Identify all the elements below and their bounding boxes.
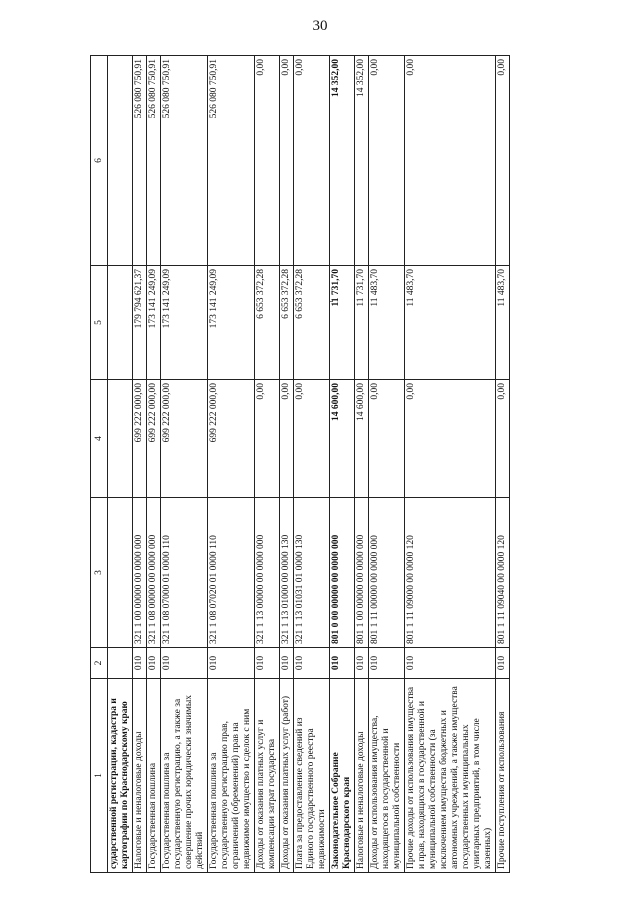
row-value-col6: 526 080 750,91 [133,56,147,266]
row-admin-code: 010 [355,648,369,679]
row-value-col5: 11 731,70 [355,266,369,380]
table-row [255,56,280,873]
row-admin-code: 010 [208,648,255,679]
row-value-col4: 0,00 [294,380,330,498]
page-number: 30 [312,18,328,34]
table-row [294,56,330,873]
row-budget-code: 801 1 11 00000 00 0000 000 [369,498,405,648]
row-value-col6: 0,00 [496,56,510,266]
table-row [355,56,369,873]
row-value-col4: 0,00 [369,380,405,498]
row-value-col5: 179 794 621,37 [133,266,147,380]
row-name: Доходы от использования имущества, находящегося в государственной и муниципальной собственности [369,679,405,873]
row-value-col5: 6 653 372,28 [280,266,294,380]
row-value-col4: 14 600,00 [355,380,369,498]
row-admin-code: 010 [369,648,405,679]
table-row [330,56,355,873]
table-row [496,56,510,873]
row-value-col4: 0,00 [255,380,280,498]
header-cell: 3 [91,498,108,648]
row-budget-code: 801 1 11 09000 00 0000 120 [405,498,496,648]
header-cell: 2 [91,648,108,679]
row-value-col4: 0,00 [405,380,496,498]
row-value-col5: 6 653 372,28 [294,266,330,380]
row-name: Налоговые и неналоговые доходы [133,679,147,873]
row-admin-code: 010 [496,648,510,679]
row-budget-code: 321 1 08 00000 00 0000 000 [147,498,161,648]
row-admin-code: 010 [133,648,147,679]
row-budget-code: 321 1 13 01031 01 0000 130 [294,498,330,648]
row-value-col6 [108,56,133,266]
table-row [405,56,496,873]
row-value-col6: 0,00 [405,56,496,266]
row-value-col5: 173 141 249,09 [161,266,208,380]
row-budget-code: 801 1 00 00000 00 0000 000 [355,498,369,648]
row-budget-code: 321 1 08 07020 01 0000 110 [208,498,255,648]
row-name: Прочие доходы от использования имущества и прав, находящихся в государственной и муниципальной собственности (за исключением имущества бюджетных и автономных учреждений, а также имущества государственных и муниципальных унитарных предприятий, в том числе казенных) [405,679,496,873]
table-row [161,56,208,873]
row-admin-code: 010 [280,648,294,679]
header-cell: 5 [91,266,108,380]
table-row [133,56,147,873]
row-name: Доходы от оказания платных услуг и компенсации затрат государства [255,679,280,873]
table-row [280,56,294,873]
row-value-col5: 11 731,70 [330,266,355,380]
table-row [208,56,255,873]
row-value-col4 [108,380,133,498]
row-admin-code: 010 [405,648,496,679]
row-value-col4: 0,00 [280,380,294,498]
row-budget-code: 801 1 11 09040 00 0000 120 [496,498,510,648]
row-value-col5: 173 141 249,09 [147,266,161,380]
row-name: Государственная пошлина за государственную регистрацию прав, ограничений (обременений) прав на недвижимое имущество и сделок с ним [208,679,255,873]
row-value-col4: 699 222 000,00 [133,380,147,498]
header-row [91,56,108,873]
revenue-table [90,55,510,873]
row-name: Законодательное Собрание Краснодарского края [330,679,355,873]
row-value-col4: 699 222 000,00 [208,380,255,498]
row-value-col6: 0,00 [294,56,330,266]
row-value-col6: 14 352,00 [330,56,355,266]
row-name: Государственная пошлина за государственную регистрацию, а также за совершение прочих юридически значимых действий [161,679,208,873]
row-value-col4: 699 222 000,00 [147,380,161,498]
row-admin-code [108,648,133,679]
header-cell: 1 [91,679,108,873]
row-value-col4: 0,00 [496,380,510,498]
row-value-col5: 11 483,70 [496,266,510,380]
row-budget-code: 321 1 00 00000 00 0000 000 [133,498,147,648]
table-row [147,56,161,873]
row-value-col6: 526 080 750,91 [208,56,255,266]
row-value-col5: 11 483,70 [369,266,405,380]
row-value-col5: 173 141 249,09 [208,266,255,380]
rotated-table-container [90,56,604,873]
row-value-col6: 0,00 [255,56,280,266]
row-value-col6: 0,00 [280,56,294,266]
row-value-col5: 6 653 372,28 [255,266,280,380]
row-admin-code: 010 [161,648,208,679]
row-name: Государственная пошлина [147,679,161,873]
row-name: сударственной регистрации, кадастра и картографии по Краснодарскому краю [108,679,133,873]
row-admin-code: 010 [255,648,280,679]
row-value-col6: 526 080 750,91 [161,56,208,266]
row-value-col5: 11 483,70 [405,266,496,380]
row-name: Прочие поступления от использования [496,679,510,873]
row-name: Доходы от оказания платных услуг (работ) [280,679,294,873]
row-value-col6: 526 080 750,91 [147,56,161,266]
table-row [108,56,133,873]
row-value-col5 [108,266,133,380]
row-budget-code [108,498,133,648]
header-cell: 6 [91,56,108,266]
row-budget-code: 321 1 13 01000 00 0000 130 [280,498,294,648]
row-value-col4: 699 222 000,00 [161,380,208,498]
table-row [369,56,405,873]
row-name: Плата за предоставление сведений из Единого государственного реестра недвижимости [294,679,330,873]
row-budget-code: 801 0 00 00000 00 0000 000 [330,498,355,648]
row-value-col4: 14 600,00 [330,380,355,498]
row-budget-code: 321 1 08 07000 01 0000 110 [161,498,208,648]
row-admin-code: 010 [294,648,330,679]
row-admin-code: 010 [147,648,161,679]
row-value-col6: 14 352,00 [355,56,369,266]
header-cell: 4 [91,380,108,498]
row-admin-code: 010 [330,648,355,679]
row-value-col6: 0,00 [369,56,405,266]
row-budget-code: 321 1 13 00000 00 0000 000 [255,498,280,648]
row-name: Налоговые и неналоговые доходы [355,679,369,873]
